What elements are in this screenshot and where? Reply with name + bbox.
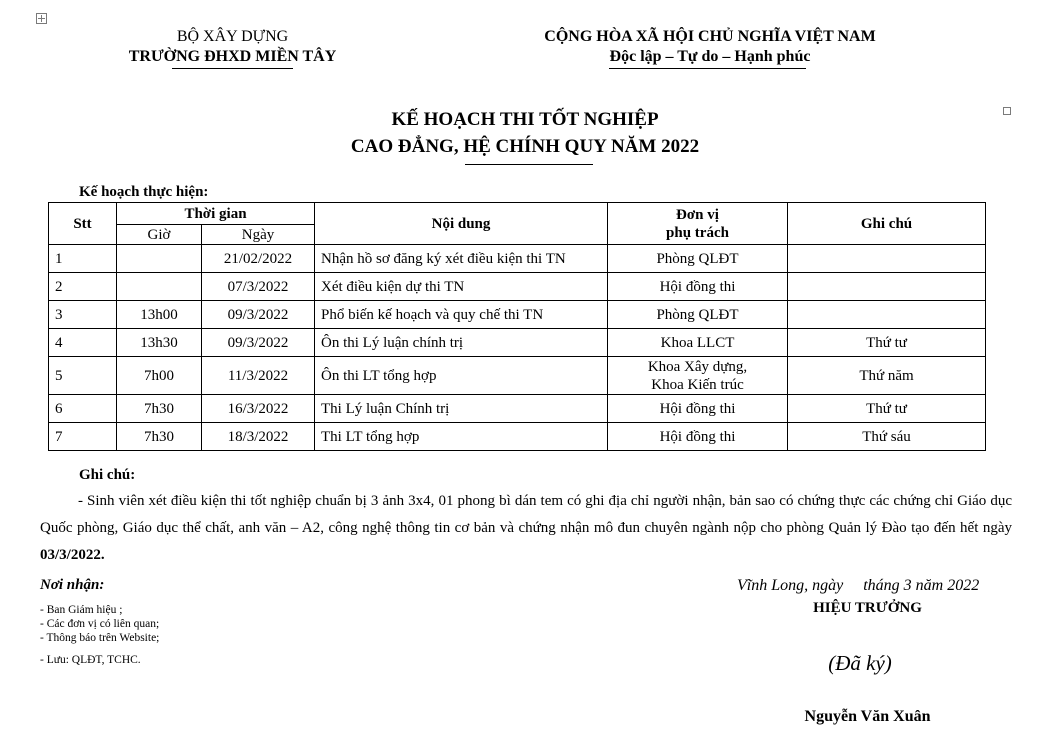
cell-date: 21/02/2022 — [202, 245, 315, 273]
cell-hour: 7h00 — [117, 357, 202, 395]
cell-stt: 7 — [49, 423, 117, 451]
recipient-item: - Thông báo trên Website; — [40, 632, 160, 644]
cell-date: 07/3/2022 — [202, 273, 315, 301]
cell-content: Nhận hồ sơ đăng ký xét điều kiện thi TN — [315, 245, 608, 273]
motto: Độc lập – Tự do – Hạnh phúc — [609, 48, 811, 65]
recipients-label: Nơi nhận: — [40, 577, 105, 593]
cell-content: Ôn thi Lý luận chính trị — [315, 329, 608, 357]
table-move-handle-icon[interactable] — [36, 13, 47, 24]
cell-unit: Hội đồng thi — [608, 423, 788, 451]
ministry-name: BỘ XÂY DỰNG — [176, 28, 289, 45]
cell-stt: 2 — [49, 273, 117, 301]
recipients-list — [40, 603, 159, 667]
cell-note: Thứ tư — [788, 329, 986, 357]
table-row — [49, 329, 986, 357]
cell-content: Thi Lý luận Chính trị — [315, 395, 608, 423]
header-hour: Giờ — [117, 225, 202, 245]
recipient-item: - Ban Giám hiệu ; — [40, 604, 123, 616]
country-name: CỘNG HÒA XÃ HỘI CHỦ NGHĨA VIỆT NAM — [544, 28, 876, 45]
cell-unit — [608, 357, 788, 395]
header-unit-line1: Đơn vị — [676, 206, 719, 223]
recipient-item: - Các đơn vị có liên quan; — [40, 618, 160, 630]
cell-hour — [117, 273, 202, 301]
cell-date: 16/3/2022 — [202, 395, 315, 423]
cell-stt: 6 — [49, 395, 117, 423]
notes-deadline: 03/3/2022. — [40, 547, 105, 563]
cell-note — [788, 273, 986, 301]
cell-hour: 13h00 — [117, 301, 202, 329]
cell-date: 18/3/2022 — [202, 423, 315, 451]
header-content: Nội dung — [315, 203, 608, 245]
table-row — [49, 245, 986, 273]
cell-stt: 5 — [49, 357, 117, 395]
cell-unit-line1: Khoa Xây dựng, — [647, 358, 748, 375]
header-date: Ngày — [202, 225, 315, 245]
schedule-table — [48, 202, 986, 451]
cell-content: Thi LT tổng hợp — [315, 423, 608, 451]
title-line-2: CAO ĐẲNG, HỆ CHÍNH QUY NĂM 2022 — [350, 136, 700, 157]
title-line-1: KẾ HOẠCH THI TỐT NGHIỆP — [391, 109, 659, 130]
cell-hour — [117, 245, 202, 273]
cell-date: 09/3/2022 — [202, 301, 315, 329]
cell-note — [788, 245, 986, 273]
header-left-underline — [172, 68, 293, 69]
header-note: Ghi chú — [788, 203, 986, 245]
header-stt: Stt — [49, 203, 117, 245]
cell-date: 09/3/2022 — [202, 329, 315, 357]
title-underline — [465, 164, 593, 165]
cell-note: Thứ năm — [788, 357, 986, 395]
table-row — [49, 423, 986, 451]
header-right — [470, 27, 950, 67]
table-row — [49, 273, 986, 301]
cell-date: 11/3/2022 — [202, 357, 315, 395]
cell-stt: 1 — [49, 245, 117, 273]
table-row — [49, 395, 986, 423]
header-left — [90, 27, 375, 67]
header-unit-line2: phụ trách — [666, 224, 729, 241]
document-title — [200, 106, 850, 160]
cell-note: Thứ tư — [788, 395, 986, 423]
signer-title: HIỆU TRƯỞNG — [813, 600, 922, 616]
header-time: Thời gian — [117, 203, 315, 225]
cell-content: Phổ biến kế hoạch và quy chế thi TN — [315, 301, 608, 329]
table-row — [49, 301, 986, 329]
cell-unit: Hội đồng thi — [608, 273, 788, 301]
cell-unit: Phòng QLĐT — [608, 245, 788, 273]
cell-hour: 13h30 — [117, 329, 202, 357]
cell-content: Ôn thi LT tổng hợp — [315, 357, 608, 395]
cell-unit: Phòng QLĐT — [608, 301, 788, 329]
notes-label: Ghi chú: — [79, 467, 136, 483]
date-line: Vĩnh Long, ngày tháng 3 năm 2022 — [737, 577, 980, 594]
plan-label: Kế hoạch thực hiện: — [79, 184, 209, 200]
cell-unit: Khoa LLCT — [608, 329, 788, 357]
cell-hour: 7h30 — [117, 423, 202, 451]
cell-note: Thứ sáu — [788, 423, 986, 451]
cell-unit: Hội đồng thi — [608, 395, 788, 423]
notes-body — [40, 488, 1012, 569]
cell-content: Xét điều kiện dự thi TN — [315, 273, 608, 301]
cell-stt: 3 — [49, 301, 117, 329]
table-row — [49, 357, 986, 395]
signer-name: Nguyễn Văn Xuân — [804, 708, 931, 725]
resize-handle-icon[interactable] — [1003, 107, 1011, 115]
recipient-item: - Lưu: QLĐT, TCHC. — [40, 654, 141, 666]
header-right-underline — [609, 68, 806, 69]
school-name: TRƯỜNG ĐHXD MIỀN TÂY — [128, 48, 337, 65]
signed-mark: (Đã ký) — [828, 651, 892, 675]
cell-hour: 7h30 — [117, 395, 202, 423]
cell-stt: 4 — [49, 329, 117, 357]
cell-note — [788, 301, 986, 329]
notes-text: - Sinh viên xét điều kiện thi tốt nghiệp chuẩn bị 3 ảnh 3x4, 01 phong bì dán tem có ghi địa chỉ người nhận, bản sao có chứng thực các chứng chỉ Giáo dục Quốc phòng, Giáo dục thể chất, anh văn – A2, công nghệ thông tin cơ bản và chứng nhận mô đun chuyên ngành nộp cho phòng Quản lý Đào tạo đến hết ngày — [40, 493, 1012, 536]
cell-unit-line2: Khoa Kiến trúc — [651, 376, 744, 393]
header-unit — [608, 203, 788, 245]
